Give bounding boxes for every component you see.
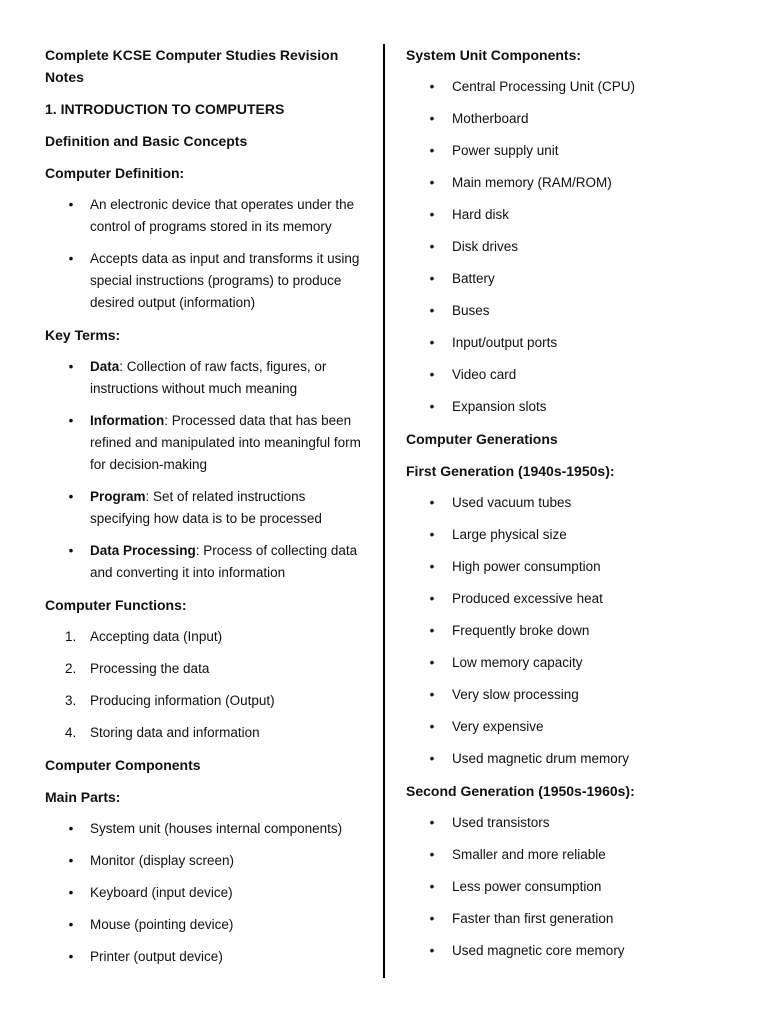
bullet-icon: • (68, 853, 74, 868)
key-terms-list (45, 356, 365, 584)
bullet-icon: • (68, 949, 74, 964)
functions-heading: Computer Functions: (45, 597, 187, 613)
list-item-text: High power consumption (452, 559, 601, 574)
term-label: Data (90, 359, 120, 374)
bullet-icon: • (429, 815, 435, 830)
list-item-text: Battery (452, 271, 495, 286)
list-item (45, 722, 365, 744)
list-item-text: Producing information (Output) (90, 693, 275, 708)
list-item-text: Accepting data (Input) (90, 629, 223, 644)
list-item (406, 588, 746, 610)
bullet-icon: • (429, 879, 435, 894)
list-item-text: An electronic device that operates under the control of programs stored in its memory (90, 197, 355, 234)
list-item (406, 524, 746, 546)
system-unit-heading: System Unit Components: (406, 47, 582, 63)
list-item (406, 396, 746, 418)
bullet-icon: • (68, 885, 74, 900)
list-item-text: Used vacuum tubes (452, 495, 572, 510)
bullet-icon: • (429, 623, 435, 638)
term-description: : Collection of raw facts, figures, or instructions without much meaning (90, 359, 327, 396)
column-divider (383, 44, 385, 978)
bullet-icon: • (429, 111, 435, 126)
list-item-text: Processing the data (90, 661, 210, 676)
bullet-icon: • (429, 751, 435, 766)
list-item-text: Used magnetic drum memory (452, 751, 630, 766)
list-item (406, 748, 746, 770)
bullet-icon: • (68, 251, 74, 266)
system-unit-list (406, 76, 746, 418)
list-item (45, 540, 365, 584)
list-item (45, 818, 365, 840)
term-label: Program (90, 489, 146, 504)
list-number: 3. (65, 693, 77, 708)
list-item-text: Buses (452, 303, 490, 318)
list-item (406, 204, 746, 226)
bullet-icon: • (429, 175, 435, 190)
generations-heading: Computer Generations (406, 431, 558, 447)
key-terms-heading: Key Terms: (45, 327, 121, 343)
list-item-text: Frequently broke down (452, 623, 590, 638)
second-generation-list (406, 812, 746, 962)
list-number: 1. (65, 629, 77, 644)
list-item-text: Used magnetic core memory (452, 943, 625, 958)
list-item-text: Central Processing Unit (CPU) (452, 79, 636, 94)
bullet-icon: • (429, 527, 435, 542)
list-item-text: Storing data and information (90, 725, 260, 740)
list-item (406, 364, 746, 386)
term-description: : Process of collecting data and converting it into information (90, 543, 358, 580)
bullet-icon: • (68, 489, 74, 504)
bullet-icon: • (68, 821, 74, 836)
bullet-icon: • (429, 239, 435, 254)
list-item-text: Very slow processing (452, 687, 579, 702)
list-item-text: Mouse (pointing device) (90, 917, 234, 932)
bullet-icon: • (429, 559, 435, 574)
right-column (406, 44, 746, 972)
bullet-icon: • (429, 591, 435, 606)
bullet-icon: • (68, 917, 74, 932)
second-generation-heading: Second Generation (1950s-1960s): (406, 783, 635, 799)
list-item-text: Large physical size (452, 527, 567, 542)
first-generation-heading: First Generation (1940s-1950s): (406, 463, 615, 479)
list-item-text: Hard disk (452, 207, 510, 222)
list-item (45, 248, 365, 314)
main-parts-list (45, 818, 365, 968)
list-item (45, 946, 365, 968)
bullet-icon: • (429, 655, 435, 670)
bullet-icon: • (429, 719, 435, 734)
list-item (406, 620, 746, 642)
list-item (406, 236, 746, 258)
document-title: Complete KCSE Computer Studies Revision Notes (45, 47, 339, 85)
list-item (406, 76, 746, 98)
term-label: Information (90, 413, 165, 428)
list-item (406, 684, 746, 706)
list-item (406, 492, 746, 514)
bullet-icon: • (429, 271, 435, 286)
bullet-icon: • (429, 399, 435, 414)
term-label: Data Processing (90, 543, 196, 558)
list-item (45, 486, 365, 530)
list-item (45, 690, 365, 712)
bullet-icon: • (68, 197, 74, 212)
list-item-text: Printer (output device) (90, 949, 223, 964)
list-item (406, 108, 746, 130)
bullet-icon: • (429, 943, 435, 958)
bullet-icon: • (429, 79, 435, 94)
list-item-text: Main memory (RAM/ROM) (452, 175, 612, 190)
components-heading: Computer Components (45, 757, 201, 773)
list-item-text: Produced excessive heat (452, 591, 603, 606)
list-item-text: Very expensive (452, 719, 544, 734)
list-item (406, 940, 746, 962)
bullet-icon: • (429, 143, 435, 158)
list-item-text: Faster than first generation (452, 911, 614, 926)
bullet-icon: • (429, 367, 435, 382)
list-item-text: Used transistors (452, 815, 550, 830)
left-column (45, 44, 365, 978)
section-title: 1. INTRODUCTION TO COMPUTERS (45, 101, 285, 117)
list-item (45, 882, 365, 904)
list-item (406, 812, 746, 834)
definition-list (45, 194, 365, 314)
list-item-text: Less power consumption (452, 879, 602, 894)
list-item (45, 914, 365, 936)
list-item (406, 268, 746, 290)
list-item (406, 716, 746, 738)
list-item-text: System unit (houses internal components) (90, 821, 343, 836)
list-item (45, 658, 365, 680)
list-item-text: Input/output ports (452, 335, 558, 350)
list-item (406, 652, 746, 674)
list-item (406, 844, 746, 866)
list-item-text: Smaller and more reliable (452, 847, 606, 862)
bullet-icon: • (429, 335, 435, 350)
functions-list (45, 626, 365, 744)
list-item (45, 356, 365, 400)
bullet-icon: • (429, 207, 435, 222)
definition-heading: Definition and Basic Concepts (45, 133, 248, 149)
list-item (406, 876, 746, 898)
list-item-text: Accepts data as input and transforms it using special instructions (programs) to produce desired output (information) (90, 251, 360, 310)
term-description: : Set of related instructions specifying how data is to be processed (90, 489, 322, 526)
bullet-icon: • (68, 359, 74, 374)
term-description: : Processed data that has been refined and manipulated into meaningful form for decision-making (90, 413, 361, 472)
list-item-text: Expansion slots (452, 399, 547, 414)
list-item (45, 850, 365, 872)
bullet-icon: • (429, 911, 435, 926)
list-item-text: Video card (452, 367, 517, 382)
first-generation-list (406, 492, 746, 770)
bullet-icon: • (68, 543, 74, 558)
list-item-text: Keyboard (input device) (90, 885, 233, 900)
bullet-icon: • (429, 847, 435, 862)
main-parts-heading: Main Parts: (45, 789, 121, 805)
list-item (406, 556, 746, 578)
computer-definition-heading: Computer Definition: (45, 165, 185, 181)
list-item-text: Motherboard (452, 111, 529, 126)
list-number: 2. (65, 661, 77, 676)
bullet-icon: • (429, 303, 435, 318)
list-item (45, 626, 365, 648)
list-item-text: Low memory capacity (452, 655, 583, 670)
list-item (406, 172, 746, 194)
list-item (45, 194, 365, 238)
list-item (45, 410, 365, 476)
bullet-icon: • (429, 495, 435, 510)
list-item-text: Disk drives (452, 239, 519, 254)
list-item (406, 332, 746, 354)
bullet-icon: • (429, 687, 435, 702)
bullet-icon: • (68, 413, 74, 428)
list-item (406, 140, 746, 162)
list-item (406, 300, 746, 322)
list-number: 4. (65, 725, 77, 740)
list-item-text: Power supply unit (452, 143, 559, 158)
list-item (406, 908, 746, 930)
list-item-text: Monitor (display screen) (90, 853, 235, 868)
